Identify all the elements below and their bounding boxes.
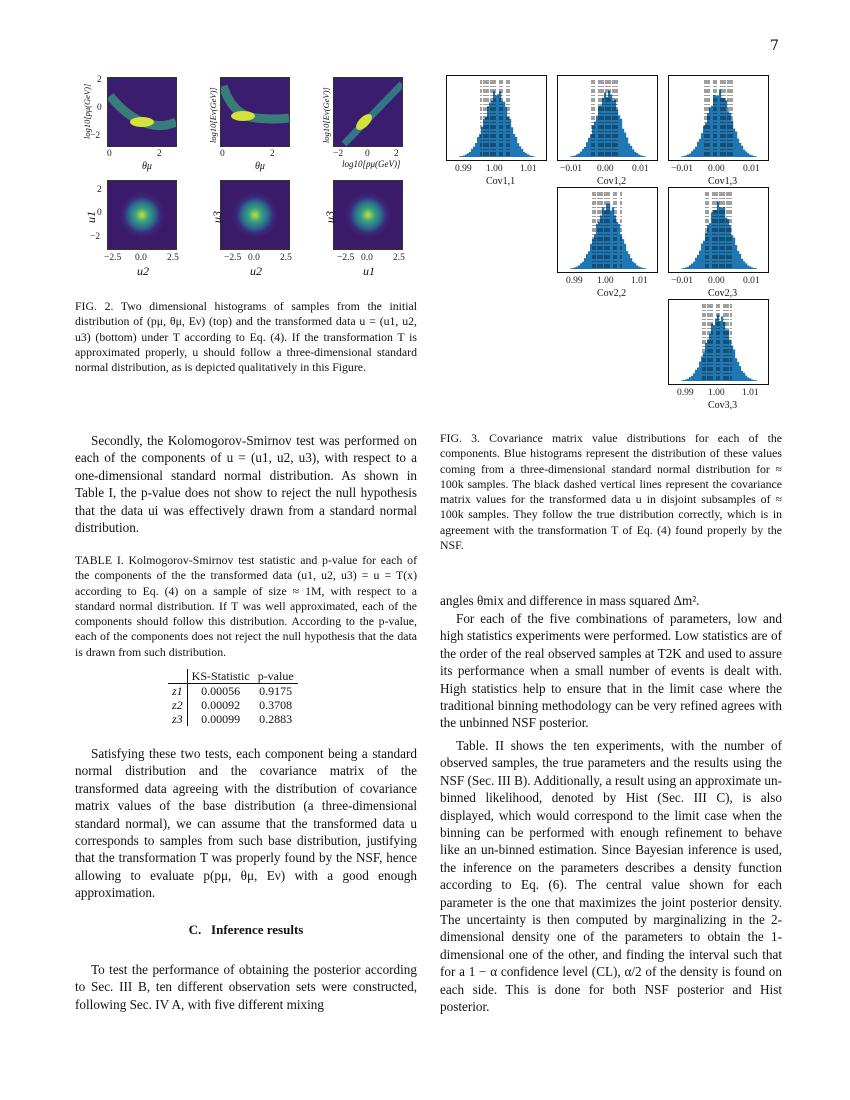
histogram-bar xyxy=(711,106,713,157)
figure-3 xyxy=(440,70,780,415)
histogram-bar xyxy=(745,263,747,269)
histogram-bar xyxy=(699,362,701,381)
cov-tick-3-3-a: 0.99 xyxy=(677,388,694,398)
histogram-bar xyxy=(699,139,701,157)
table-row xyxy=(168,698,298,712)
histogram-bar xyxy=(582,262,584,269)
histogram-bar xyxy=(473,147,475,157)
histogram-bar xyxy=(582,149,584,157)
histogram-bar xyxy=(687,267,689,269)
histogram-bar xyxy=(471,149,473,157)
histogram-bar xyxy=(697,255,699,269)
xtick-top-2-a: 0 xyxy=(220,149,225,159)
table1-caption: TABLE I. Kolmogorov-Smirnov test statistic and p-value for each of the components of the the transformed data (u1, u2, u3) = u = T(x) according to Eq. (4) on a sample of size ≈ 1M, with respect to a standard normal distribution. If T was well approximated, each of the components should follow this distribution. According to the p-value, each of the components does not reject the null hypothesis that the data is drawn from such distribution. xyxy=(75,553,417,659)
cov-panel-1-2 xyxy=(557,75,658,161)
histogram-bar xyxy=(624,244,626,269)
hist2d-ridge xyxy=(108,78,176,146)
right-paragraph-3: Table. II shows the ten experiments, with the number of observed samples, the true parameters and the results using the NSF (Sec. III B). Additionally, a result using an approximate un-binned likelihood, denoted by Hist (Sec. III C), is also displayed, which would correspond to the limit case when the binning can be performed with enough refinement to behave like an un-binned estimation. Since Bayesian inference is used, the inference on the parameters describes a density function according to Eq. (6). The central value shown for each parameter is the one that maximizes the joint posterior density. The uncertainty is then computed by marginalizing in the 2-dimensional density one of the parameters to obtain the 1-dimensional one of the other, and finding the interval such that for a 1 − α confidence level (CL), α/2 of the density is found on each side. This is done for both NSF posterior and Hist posterior. xyxy=(440,738,782,1015)
histogram-bar xyxy=(527,154,529,157)
histogram-bar xyxy=(626,251,628,269)
histogram-bar xyxy=(467,153,469,157)
histogram-bar xyxy=(749,378,751,381)
histogram-bar xyxy=(751,379,753,381)
histogram-bar xyxy=(632,149,634,157)
histogram-bar xyxy=(531,156,533,157)
histogram-bar xyxy=(747,265,749,269)
histogram-bar xyxy=(689,265,691,269)
cov-hist-1-3 xyxy=(669,76,767,159)
histogram-bar xyxy=(741,259,743,269)
left-paragraph-1: Secondly, the Kolomogorov-Smirnov test was performed on each of the components of u = (u1, u2, u3), with respect to a one-dimensional standard normal distribution. As shown in Table I, the p-value does not show to reject the null hypothesis that the data ui was effectively drawn from a standard normal distribution. xyxy=(75,433,417,536)
histogram-bar xyxy=(703,241,705,269)
y-label-bottom-3: u3 xyxy=(323,211,337,223)
histogram-bar xyxy=(576,154,578,157)
hist2d-panel-top-3 xyxy=(333,77,403,147)
cov-tick-2-3-b: 0.00 xyxy=(708,276,725,286)
cov-label-1-3: Cov1,3 xyxy=(708,176,738,187)
histogram-bar xyxy=(632,262,634,269)
histogram-bar xyxy=(574,267,576,269)
histogram-bar xyxy=(511,127,513,157)
cov-tick-1-2-b: 0.00 xyxy=(597,164,614,174)
histogram-bar xyxy=(755,380,757,381)
histogram-bar xyxy=(751,155,753,157)
xtick-top-1-a: 0 xyxy=(107,149,112,159)
x-label-top-1: θμ xyxy=(142,161,152,172)
histogram-bar xyxy=(755,268,757,269)
figure-2 xyxy=(80,75,420,285)
histogram-bar xyxy=(461,156,463,157)
cov-hist-1-2 xyxy=(558,76,656,159)
histogram-bar xyxy=(533,156,535,157)
histogram-bar xyxy=(570,156,572,157)
cov-tick-2-3-c: 0.01 xyxy=(743,276,760,286)
p-value: 0.2883 xyxy=(259,712,293,726)
histogram-bar xyxy=(745,376,747,381)
histogram-bar xyxy=(749,266,751,269)
cov-label-2-2: Cov2,2 xyxy=(597,288,627,299)
histogram-bar xyxy=(697,367,699,381)
fig2-caption: FIG. 2. Two dimensional histograms of samples from the initial distribution of (pμ, θμ, Eν) (top) and the transformed data u = (u1, u2, u3) (bottom) under T according to Eq. (4). If the transformation T is approximated properly, u should follow a three-dimensional standard normal distribution, as is depicted qualitatively in this Figure. xyxy=(75,299,417,375)
ks-statistic: 0.00099 xyxy=(201,712,241,726)
histogram-bar xyxy=(644,156,646,157)
histogram-bar xyxy=(572,268,574,269)
histogram-bar xyxy=(529,155,531,157)
histogram-bar xyxy=(519,146,521,157)
xtick-bottom-3-a: −2.5 xyxy=(337,253,355,263)
cov-tick-1-3-a: −0.01 xyxy=(671,164,693,174)
histogram-bar xyxy=(515,137,517,157)
histogram-bar xyxy=(743,150,745,157)
xtick-bottom-2-b: 0.0 xyxy=(248,253,260,263)
histogram-bar xyxy=(517,143,519,157)
histogram-bar xyxy=(644,268,646,269)
cov-tick-2-2-b: 1.00 xyxy=(597,276,614,286)
histogram-bar xyxy=(683,268,685,269)
cov-panel-2-3 xyxy=(668,187,769,273)
cov-tick-2-2-c: 1.01 xyxy=(631,276,648,286)
histogram-bar xyxy=(733,349,735,381)
left-paragraph-2: Satisfying these two tests, each component being a standard normal distribution and the covariance matrix of the transformed data agreeing with the distribution of covariance matrix values of the base distribution (a three-dimensional standard normal), we can assume that the transformed data u corresponds to samples from such base distribution, justifying that the transformation T was properly found by the NSF, hence allowing to evaluate p(pμ, θμ, Eν) with a good enough approximation. xyxy=(75,746,417,901)
histogram-bar xyxy=(747,153,749,157)
histogram-bar xyxy=(753,156,755,157)
histogram-bar xyxy=(733,238,735,269)
cov-tick-1-3-b: 0.00 xyxy=(708,164,725,174)
histogram-bar xyxy=(475,143,477,157)
histogram-bar xyxy=(477,137,479,157)
histogram-bar xyxy=(604,92,606,157)
cov-tick-1-2-a: −0.01 xyxy=(560,164,582,174)
histogram-bar xyxy=(749,155,751,157)
histogram-bar xyxy=(689,153,691,157)
histogram-bar xyxy=(624,133,626,157)
histogram-bar xyxy=(681,380,683,381)
cov-panel-3-3 xyxy=(668,299,769,385)
histogram-bar xyxy=(642,268,644,269)
histogram-bar xyxy=(683,380,685,381)
histogram-bar xyxy=(739,254,741,269)
y-label-bottom-1: u1 xyxy=(84,211,98,223)
histogram-bar xyxy=(691,263,693,269)
xtick-bottom-1-c: 2.5 xyxy=(167,253,179,263)
ks-header-statistic: KS-Statistic xyxy=(187,669,254,684)
ytick-top-1-b: 0 xyxy=(97,103,102,113)
histogram-bar xyxy=(681,156,683,157)
histogram-bar xyxy=(753,380,755,381)
cov-tick-3-3-c: 1.01 xyxy=(742,388,759,398)
ytick-bottom-1-c: −2 xyxy=(90,232,101,242)
histogram-bar xyxy=(735,245,737,269)
cov-tick-1-3-c: 0.01 xyxy=(743,164,760,174)
cov-label-1-1: Cov1,1 xyxy=(486,176,516,187)
histogram-bar xyxy=(634,152,636,157)
ks-header-pvalue: p-value xyxy=(254,669,298,684)
y-label-top-1: log10[pμ(GeV)] xyxy=(82,83,92,139)
histogram-bar xyxy=(590,244,592,269)
histogram-bar xyxy=(695,370,697,381)
histogram-bar xyxy=(636,153,638,157)
histogram-bar xyxy=(642,156,644,157)
p-value: 0.9175 xyxy=(259,684,293,698)
y-label-top-3: log10[Eν(GeV)] xyxy=(321,87,331,143)
histogram-bar xyxy=(509,119,511,157)
histogram-bar xyxy=(735,358,737,381)
ytick-top-1-c: −2 xyxy=(90,131,101,141)
hist2d-panel-bottom-1 xyxy=(107,180,177,250)
histogram-bar xyxy=(687,379,689,381)
histogram-bar xyxy=(525,153,527,157)
x-label-bottom-3: u1 xyxy=(363,264,375,278)
histogram-bar xyxy=(576,267,578,269)
histogram-bar xyxy=(701,244,703,269)
histogram-bar xyxy=(469,152,471,157)
xtick-top-2-b: 2 xyxy=(270,149,275,159)
cov-hist-3-3 xyxy=(669,300,767,383)
y-label-bottom-2: u3 xyxy=(210,211,224,223)
hist2d-panel-bottom-3 xyxy=(333,180,403,250)
histogram-bar xyxy=(685,155,687,157)
xtick-bottom-3-b: 0.0 xyxy=(361,253,373,263)
histogram-bar xyxy=(743,373,745,381)
histogram-bar xyxy=(689,377,691,381)
histogram-bar xyxy=(614,215,616,269)
cov-tick-1-1-b: 1.00 xyxy=(486,164,503,174)
histogram-bar xyxy=(584,147,586,157)
xtick-bottom-1-b: 0.0 xyxy=(135,253,147,263)
histogram-bar xyxy=(737,362,739,381)
histogram-bar xyxy=(699,251,701,269)
cov-label-1-2: Cov1,2 xyxy=(597,176,627,187)
ks-statistic: 0.00092 xyxy=(201,698,241,712)
xtick-bottom-1-a: −2.5 xyxy=(104,253,122,263)
histogram-bar xyxy=(497,94,499,157)
ytick-top-1-a: 2 xyxy=(97,75,102,85)
cov-tick-1-1-a: 0.99 xyxy=(455,164,472,174)
histogram-bar xyxy=(695,258,697,269)
xtick-top-3-a: −2 xyxy=(333,149,344,159)
histogram-bar xyxy=(503,102,505,157)
histogram-bar xyxy=(634,263,636,269)
histogram-bar xyxy=(630,258,632,269)
histogram-bar xyxy=(600,215,602,269)
histogram-bar xyxy=(691,376,693,381)
hist2d-panel-top-2 xyxy=(220,77,290,147)
histogram-bar xyxy=(685,379,687,381)
histogram-bar xyxy=(465,154,467,157)
histogram-bar xyxy=(735,132,737,157)
histogram-bar xyxy=(721,316,723,381)
histogram-bar xyxy=(753,268,755,269)
table-row xyxy=(168,684,298,699)
histogram-bar xyxy=(578,265,580,269)
histogram-bar xyxy=(709,223,711,269)
histogram-bar xyxy=(701,133,703,157)
x-label-bottom-1: u2 xyxy=(137,264,149,278)
fig3-caption: FIG. 3. Covariance matrix value distributions for each of the components. Blue histograms represent the distribution of these values coming from a three-dimensional standard normal distribution for ≈ 100k samples. The black dashed vertical lines represent the covariance matrix values for the transformed data u in disjoint subsamples of ≈ 100k samples. They follow the true distribution correctly, which is in agreement with the transformation T of Eq. (4) found properly by the NSF. xyxy=(440,431,782,553)
xtick-bottom-3-c: 2.5 xyxy=(393,253,405,263)
histogram-bar xyxy=(687,154,689,157)
histogram-bar xyxy=(745,151,747,157)
xtick-bottom-2-c: 2.5 xyxy=(280,253,292,263)
cov-hist-2-3 xyxy=(669,188,767,271)
histogram-bar xyxy=(618,224,620,269)
section-heading: C. Inference results xyxy=(188,922,304,937)
xtick-top-3-c: 2 xyxy=(394,149,399,159)
histogram-bar xyxy=(747,377,749,381)
histogram-bar xyxy=(636,265,638,269)
histogram-bar xyxy=(463,155,465,157)
row-label: z3 xyxy=(168,712,187,726)
histogram-bar xyxy=(743,261,745,269)
histogram-bar xyxy=(681,268,683,269)
histogram-bar xyxy=(513,134,515,157)
histogram-bar xyxy=(685,267,687,269)
histogram-bar xyxy=(695,147,697,157)
histogram-bar xyxy=(693,262,695,269)
histogram-bar xyxy=(693,373,695,381)
table-row xyxy=(168,712,298,726)
cov-tick-2-3-a: −0.01 xyxy=(671,276,693,286)
histogram-bar xyxy=(521,149,523,157)
histogram-bar xyxy=(588,251,590,269)
cov-label-3-3: Cov3,3 xyxy=(708,400,738,411)
histogram-bar xyxy=(638,267,640,269)
row-label: z1 xyxy=(168,684,187,699)
ks-table-header xyxy=(168,669,298,684)
histogram-bar xyxy=(755,156,757,157)
cov-panel-1-3 xyxy=(668,75,769,161)
histogram-bar xyxy=(640,155,642,157)
cov-hist-1-1 xyxy=(447,76,545,159)
histogram-bar xyxy=(620,119,622,157)
row-label: z2 xyxy=(168,698,187,712)
histogram-bar xyxy=(751,267,753,269)
ks-statistic: 0.00056 xyxy=(201,684,241,698)
p-value: 0.3708 xyxy=(259,698,293,712)
ks-table xyxy=(168,669,298,726)
histogram-bar xyxy=(717,95,719,157)
ytick-bottom-1-b: 0 xyxy=(97,208,102,218)
cov-label-2-3: Cov2,3 xyxy=(708,288,738,299)
hist2d-ridge xyxy=(221,78,289,146)
xtick-bottom-2-a: −2.5 xyxy=(224,253,242,263)
histogram-bar xyxy=(588,138,590,157)
cov-tick-2-2-a: 0.99 xyxy=(566,276,583,286)
histogram-bar xyxy=(584,258,586,269)
histogram-bar xyxy=(622,239,624,269)
ks-header-blank xyxy=(168,669,187,684)
cov-tick-1-2-c: 0.01 xyxy=(632,164,649,174)
histogram-bar xyxy=(586,254,588,269)
histogram-bar xyxy=(618,115,620,157)
histogram-bar xyxy=(713,325,715,381)
histogram-bar xyxy=(628,254,630,269)
x-label-bottom-2: u2 xyxy=(250,264,262,278)
histogram-bar xyxy=(580,152,582,157)
x-label-top-2: θμ xyxy=(255,161,265,172)
histogram-bar xyxy=(733,129,735,157)
histogram-bar xyxy=(628,143,630,157)
hist2d-ridge xyxy=(334,78,402,146)
histogram-bar xyxy=(693,149,695,157)
left-paragraph-3: To test the performance of obtaining the posterior according to Sec. III B, ten different observation sets were constructed, following Sec. IV A, with five different mixing xyxy=(75,962,417,1012)
cov-panel-1-1 xyxy=(446,75,547,161)
cov-panel-2-2 xyxy=(557,187,658,273)
histogram-bar xyxy=(630,146,632,157)
cov-hist-2-2 xyxy=(558,188,656,271)
histogram-bar xyxy=(570,268,572,269)
histogram-bar xyxy=(691,151,693,157)
histogram-bar xyxy=(737,139,739,157)
ytick-bottom-1-a: 2 xyxy=(97,185,102,195)
page-number: 7 xyxy=(770,38,779,54)
histogram-bar xyxy=(523,152,525,157)
right-paragraph-2: For each of the five combinations of parameters, low and high statistics experiments were performed. Low statistics are of the order of the real observed samples at T2K and used to assure its performance when a small number of events is dealt with. High statistics help to ensure that in the limit case where the traditional binning methodology can be very refined agrees with the unbinned NSF posterior. xyxy=(440,611,782,731)
x-label-top-3: log10[pμ(GeV)] xyxy=(342,159,401,169)
histogram-bar xyxy=(610,210,612,269)
histogram-bar xyxy=(574,155,576,157)
histogram-bar xyxy=(697,142,699,157)
hist2d-panel-bottom-2 xyxy=(220,180,290,250)
histogram-bar xyxy=(626,138,628,158)
histogram-bar xyxy=(683,156,685,157)
y-label-top-2: log10[Eν(GeV)] xyxy=(208,87,218,143)
hist2d-panel-top-1 xyxy=(107,77,177,147)
cov-tick-3-3-b: 1.00 xyxy=(708,388,725,398)
histogram-bar xyxy=(572,156,574,157)
cov-tick-1-1-c: 1.01 xyxy=(520,164,537,174)
histogram-bar xyxy=(459,156,461,157)
xtick-top-1-b: 2 xyxy=(157,149,162,159)
histogram-bar xyxy=(741,146,743,157)
histogram-bar xyxy=(638,155,640,157)
histogram-bar xyxy=(586,142,588,157)
histogram-bar xyxy=(739,143,741,157)
histogram-bar xyxy=(580,263,582,269)
right-paragraph-1: angles θmix and difference in mass squared Δm². xyxy=(440,593,700,608)
histogram-bar xyxy=(622,129,624,157)
histogram-bar xyxy=(640,267,642,269)
xtick-top-3-b: 0 xyxy=(365,149,370,159)
histogram-bar xyxy=(739,366,741,381)
histogram-bar xyxy=(741,371,743,381)
histogram-bar xyxy=(737,251,739,269)
histogram-bar xyxy=(578,153,580,157)
histogram-bar xyxy=(596,116,598,157)
